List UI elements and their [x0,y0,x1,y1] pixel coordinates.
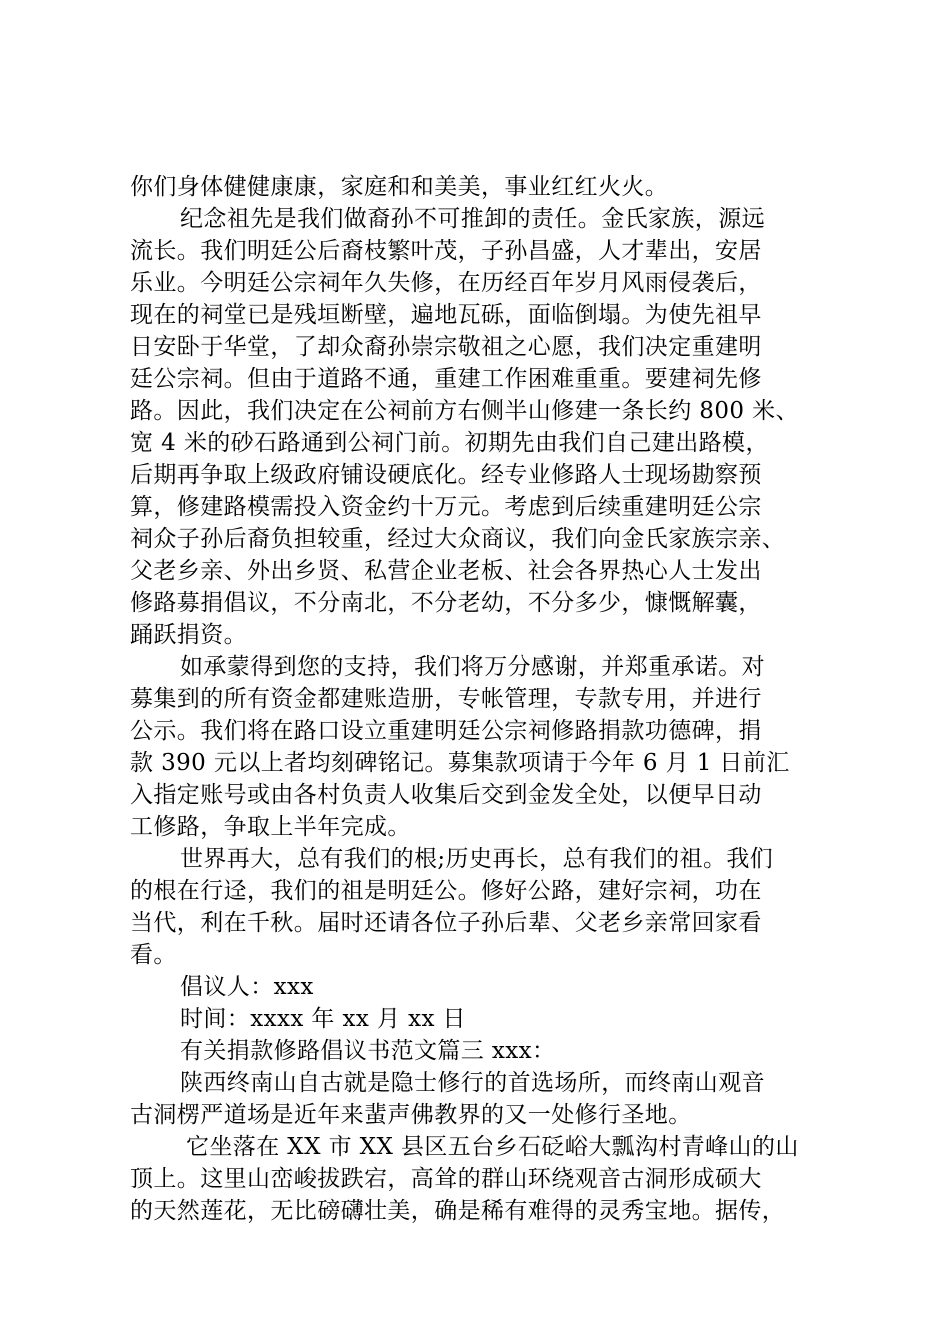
date-line: 时间：xxxx 年 xx 月 xx 日 [180,1006,466,1032]
text-line: 的根在行迳，我们的祖是明廷公。修好公路，建好宗祠，功在 [130,878,762,904]
text-line: 修路募捐倡议，不分南北，不分老幼，不分多少，慷慨解囊， [130,590,762,616]
text-line: 款 390 元以上者均刻碑铭记。募集款项请于今年 6 月 1 日前汇 [130,750,790,776]
paragraph-start-line: 陕西终南山自古就是隐士修行的首选场所，而终南山观音 [180,1070,765,1096]
text-line: 祠众子孙后裔负担较重，经过大众商议，我们向金氏家族宗亲、 [130,526,786,552]
text-line: 现在的祠堂已是残垣断壁，遍地瓦砾，面临倒塌。为使先祖早 [130,302,762,328]
text-line: 公示。我们将在路口设立重建明廷公宗祠修路捐款功德碑，捐 [130,718,762,744]
text-line: 看。 [130,942,177,968]
text-line: 后期再争取上级政府铺设硬底化。经专业修路人士现场勘察预 [130,462,762,488]
paragraph-start-line: 它坐落在 XX 市 XX 县区五台乡石砭峪大瓢沟村青峰山的山 [186,1134,799,1160]
text-line: 工修路，争取上半年完成。 [130,814,411,840]
text-line: 日安卧于华堂，了却众裔孙崇宗敬祖之心愿，我们决定重建明 [130,334,762,360]
text-line: 路。因此，我们决定在公祠前方右侧半山修建一条长约 800 米、 [130,398,799,424]
document-body [130,171,830,1227]
text-line: 的天然莲花，无比磅礴壮美，确是稀有难得的灵秀宝地。据传， [130,1198,786,1224]
text-line: 宽 4 米的砂石路通到公祠门前。初期先由我们自己建出路模， [130,430,769,456]
text-line: 入指定账号或由各村负责人收集后交到金发全处，以便早日动 [130,782,762,808]
text-line: 父老乡亲、外出乡贤、私营企业老板、社会各界热心人士发出 [130,558,762,584]
text-line: 乐业。今明廷公宗祠年久失修，在历经百年岁月风雨侵袭后， [130,270,762,296]
text-line: 算，修建路模需投入资金约十万元。考虑到后续重建明廷公宗 [130,494,762,520]
text-line: 古洞楞严道场是近年来蜚声佛教界的又一处修行圣地。 [130,1102,692,1128]
text-line: 廷公宗祠。但由于道路不通，重建工作困难重重。要建祠先修 [130,366,762,392]
signatory-line: 倡议人：xxx [180,974,314,1000]
section-heading: 有关捐款修路倡议书范文篇三 xxx： [180,1038,556,1064]
paragraph-start-line: 纪念祖先是我们做裔孙不可推卸的责任。金氏家族，源远 [180,206,765,232]
text-line: 踊跃捐资。 [130,622,247,648]
text-line: 你们身体健健康康，家庭和和美美，事业红红火火。 [130,174,669,200]
paragraph-start-line: 世界再大，总有我们的根;历史再长，总有我们的祖。我们 [180,846,774,872]
text-line: 流长。我们明廷公后裔枝繁叶茂，子孙昌盛，人才辈出，安居 [130,238,762,264]
text-line: 当代，利在千秋。届时还请各位子孙后辈、父老乡亲常回家看 [130,910,762,936]
text-line: 募集到的所有资金都建账造册，专帐管理，专款专用，并进行 [130,686,762,712]
text-line: 顶上。这里山峦峻拔跌宕，高耸的群山环绕观音古洞形成硕大 [130,1166,762,1192]
paragraph-start-line: 如承蒙得到您的支持，我们将万分感谢，并郑重承诺。对 [180,654,765,680]
